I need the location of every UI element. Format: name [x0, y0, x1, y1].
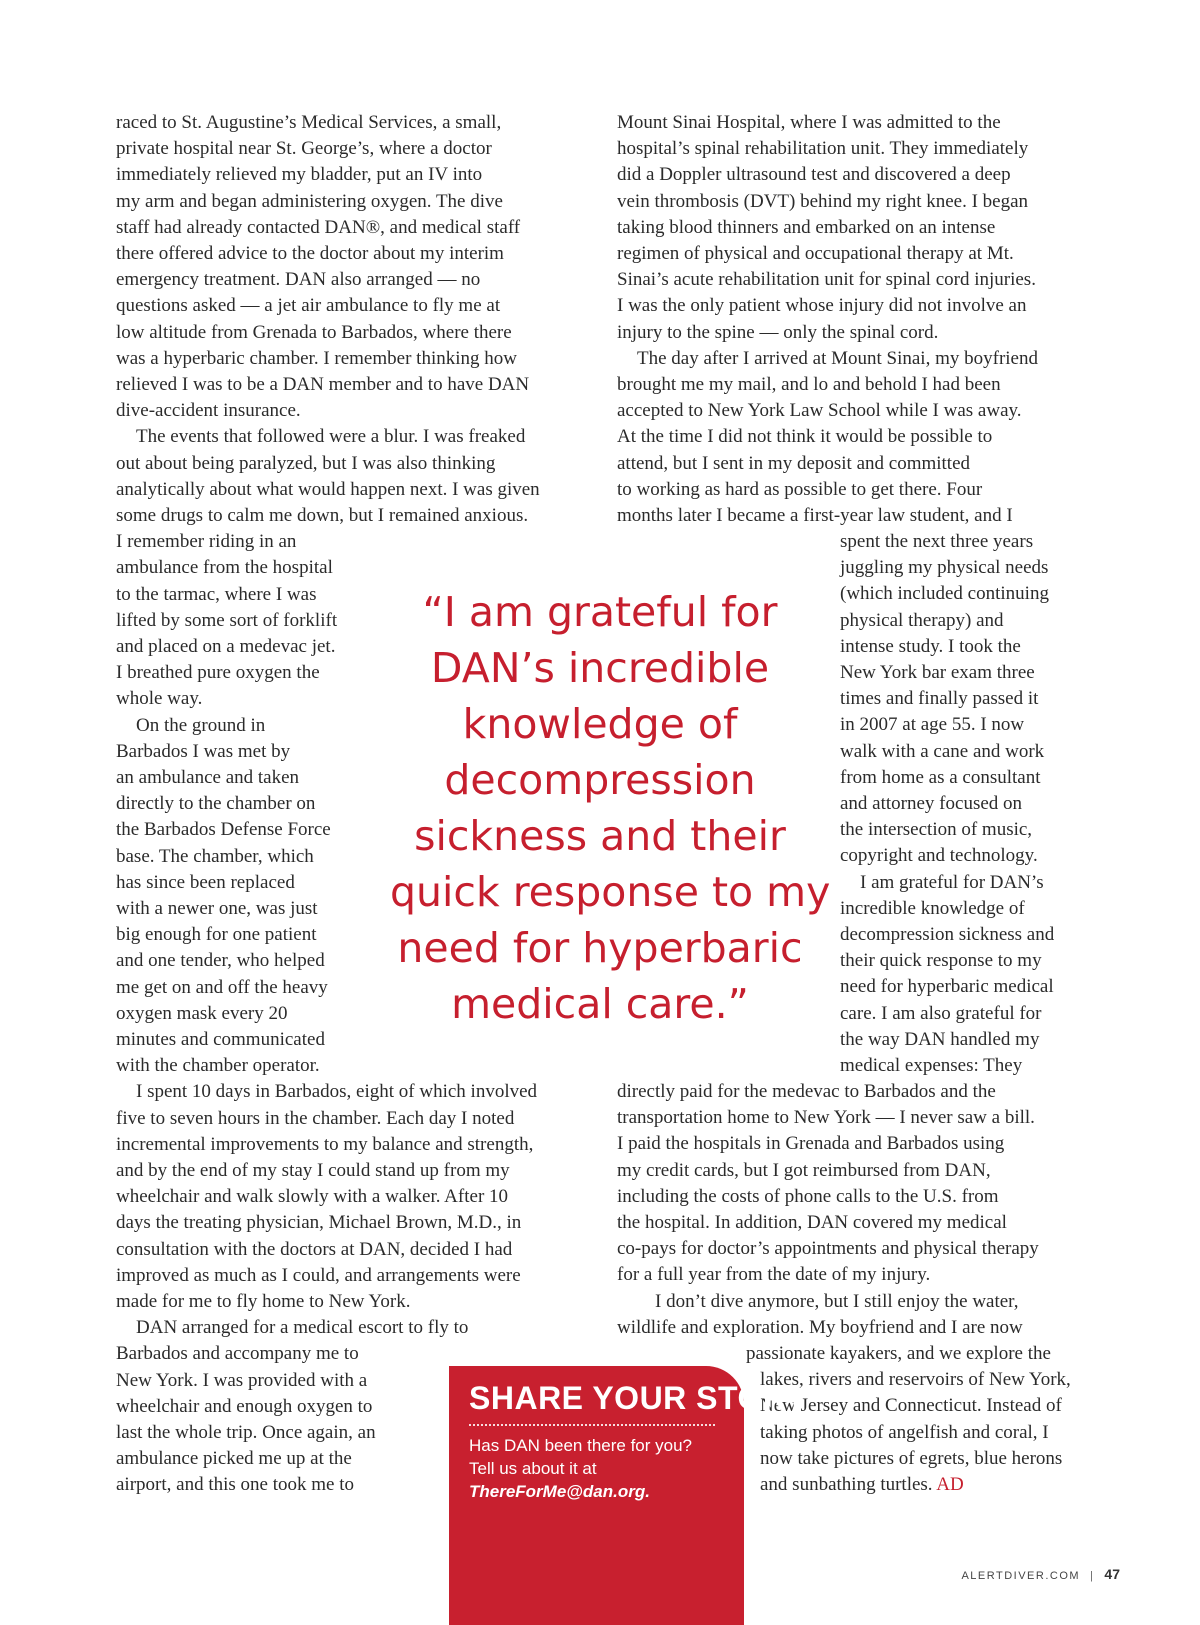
- text-line: out about being paralyzed, but I was also thinking: [116, 452, 496, 474]
- text-line: Barbados I was met by: [116, 740, 291, 762]
- text-line: there offered advice to the doctor about my interim: [116, 243, 504, 264]
- text-line: care. I am also grateful for: [840, 1002, 1042, 1024]
- text-line: and by the end of my stay I could stand up from my: [116, 1160, 510, 1181]
- text-line: the intersection of music,: [840, 819, 1033, 841]
- text-line: made for me to fly home to New York.: [116, 1291, 411, 1312]
- text-line: and one tender, who helped: [116, 950, 325, 972]
- text-line: the way DAN handled my: [840, 1028, 1040, 1050]
- text-line: base. The chamber, which: [116, 845, 314, 867]
- text-line: has since been replaced: [116, 871, 295, 893]
- text-line: I paid the hospitals in Grenada and Barbados using: [617, 1133, 1005, 1155]
- footer-site[interactable]: ALERTDIVER.COM: [961, 1570, 1081, 1582]
- text-line: months later I became a first-year law student, and I: [617, 505, 1013, 526]
- text-line: their quick response to my: [840, 950, 1042, 972]
- text-line: my credit cards, but I got reimbursed from DAN,: [617, 1159, 991, 1181]
- text-line: walk with a cane and work: [840, 740, 1045, 762]
- page-footer: [961, 1566, 1120, 1582]
- text-line: for a full year from the date of my injury.: [617, 1264, 931, 1286]
- text-line: copyright and technology.: [840, 845, 1038, 867]
- end-mark: AD: [932, 1474, 964, 1495]
- text-line: taking blood thinners and embarked on an intense: [617, 216, 996, 238]
- text-line: The events that followed were a blur. I was freaked: [136, 426, 526, 448]
- text-line: spent the next three years: [840, 531, 1034, 552]
- text-line: now take pictures of egrets, blue herons: [760, 1447, 1063, 1469]
- text-line: and attorney focused on: [840, 793, 1023, 814]
- text-line: need for hyperbaric medical: [840, 976, 1054, 998]
- text-line: analytically about what would happen next. I was given: [116, 478, 540, 500]
- text-line: to the tarmac, where I was: [116, 583, 317, 605]
- text-line: transportation home to New York — I never saw a bill.: [617, 1107, 1035, 1129]
- text-line: I breathed pure oxygen the: [116, 662, 320, 684]
- text-line: oxygen mask every 20: [116, 1002, 288, 1024]
- text-line: times and finally passed it: [840, 688, 1039, 710]
- pull-quote-line: DAN’s incredible: [430, 644, 770, 692]
- share-story-email-link[interactable]: ThereForMe@dan.org.: [469, 1482, 650, 1501]
- text-line: I remember riding in an: [116, 531, 297, 553]
- text-line: directly to the chamber on: [116, 793, 316, 815]
- text-line: lifted by some sort of forklift: [116, 609, 338, 631]
- pull-quote: [390, 584, 831, 1032]
- share-story-line1: Has DAN been there for you?: [469, 1436, 693, 1455]
- text-line: did a Doppler ultrasound test and discovered a deep: [617, 164, 1011, 186]
- text-line: airport, and this one took me to: [116, 1474, 354, 1496]
- text-line: New Jersey and Connecticut. Instead of: [760, 1395, 1062, 1417]
- text-line: hospital’s spinal rehabilitation unit. They immediately: [617, 138, 1029, 160]
- text-line: DAN arranged for a medical escort to fly to: [136, 1317, 469, 1339]
- text-line: physical therapy) and: [840, 609, 1004, 631]
- pull-quote-line: need for hyperbaric: [397, 924, 803, 972]
- text-line: consultation with the doctors at DAN, decided I had: [116, 1238, 513, 1260]
- text-line: low altitude from Grenada to Barbados, where there: [116, 321, 512, 343]
- text-line: wildlife and exploration. My boyfriend and I are now: [617, 1316, 1023, 1338]
- text-line: wheelchair and enough oxygen to: [116, 1395, 373, 1417]
- text-line: questions asked — a jet air ambulance to fly me at: [116, 295, 501, 317]
- pull-quote-line: quick response to my: [390, 868, 831, 916]
- text-line: the hospital. In addition, DAN covered my medical: [617, 1212, 1007, 1233]
- text-line: including the costs of phone calls to the U.S. from: [617, 1185, 999, 1207]
- text-line: injury to the spine — only the spinal cord.: [617, 321, 939, 343]
- text-line: days the treating physician, Michael Brown, M.D., in: [116, 1212, 522, 1234]
- text-line: The day after I arrived at Mount Sinai, my boyfriend: [637, 347, 1038, 369]
- text-line: and sunbathing turtles. AD: [760, 1474, 964, 1495]
- text-line: relieved I was to be a DAN member and to have DAN: [116, 374, 530, 395]
- text-line: whole way.: [116, 688, 203, 710]
- text-line: from home as a consultant: [840, 766, 1041, 788]
- text-line: juggling my physical needs: [840, 557, 1049, 579]
- pull-quote-line: knowledge of: [462, 700, 738, 748]
- text-line: immediately relieved my bladder, put an IV into: [116, 164, 483, 186]
- text-line: I spent 10 days in Barbados, eight of which involved: [136, 1081, 538, 1103]
- text-line: ambulance picked me up at the: [116, 1448, 352, 1470]
- pull-quote-line: decompression: [444, 756, 756, 804]
- text-line: me get on and off the heavy: [116, 976, 328, 998]
- text-line: taking photos of angelfish and coral, I: [760, 1421, 1049, 1443]
- text-line: to working as hard as possible to get there. Four: [617, 478, 983, 500]
- text-line: accepted to New York Law School while I was away.: [617, 400, 1022, 422]
- page-number: 47: [1104, 1566, 1120, 1582]
- text-line: I am grateful for DAN’s: [860, 871, 1044, 893]
- text-line: medical expenses: They: [840, 1055, 1023, 1076]
- text-line: big enough for one patient: [116, 924, 317, 946]
- pull-quote-line: medical care.”: [451, 980, 749, 1028]
- text-line: an ambulance and taken: [116, 767, 300, 788]
- text-line: I don’t dive anymore, but I still enjoy the water,: [655, 1290, 1019, 1312]
- text-line: emergency treatment. DAN also arranged — no: [116, 269, 481, 291]
- text-line: in 2007 at age 55. I now: [840, 714, 1025, 736]
- share-your-story-box: [449, 1366, 808, 1625]
- text-line: my arm and began administering oxygen. The dive: [116, 190, 503, 212]
- text-line: improved as much as I could, and arrangements were: [116, 1264, 521, 1286]
- text-line: private hospital near St. George’s, where a doctor: [116, 138, 492, 160]
- share-story-title: SHARE YOUR STORY: [469, 1380, 808, 1416]
- text-line: minutes and communicated: [116, 1029, 325, 1050]
- text-line: with a newer one, was just: [116, 898, 318, 919]
- text-line: directly paid for the medevac to Barbados and the: [617, 1081, 996, 1102]
- text-line: I was the only patient whose injury did not involve an: [617, 295, 1027, 317]
- pull-quote-line: “I am grateful for: [422, 588, 778, 636]
- text-line: lakes, rivers and reservoirs of New York,: [760, 1369, 1071, 1391]
- text-line: staff had already contacted DAN®, and medical staff: [116, 216, 521, 238]
- text-line: At the time I did not think it would be possible to: [617, 426, 993, 448]
- text-line: with the chamber operator.: [116, 1055, 320, 1077]
- pull-quote-line: sickness and their: [414, 812, 786, 860]
- text-line: intense study. I took the: [840, 635, 1021, 657]
- text-line: and placed on a medevac jet.: [116, 636, 336, 657]
- text-line: some drugs to calm me down, but I remained anxious.: [116, 505, 529, 526]
- text-line: vein thrombosis (DVT) behind my right knee. I began: [617, 190, 1029, 212]
- text-line: incredible knowledge of: [840, 897, 1025, 919]
- text-line: Sinai’s acute rehabilitation unit for spinal cord injuries.: [617, 269, 1036, 291]
- text-line: passionate kayakers, and we explore the: [746, 1343, 1051, 1364]
- text-line: co-pays for doctor’s appointments and physical therapy: [617, 1238, 1039, 1260]
- text-line: attend, but I sent in my deposit and committed: [617, 452, 971, 474]
- text-line: decompression sickness and: [840, 924, 1055, 945]
- text-line: New York. I was provided with a: [116, 1369, 368, 1391]
- text-line: dive-accident insurance.: [116, 400, 301, 422]
- text-line: New York bar exam three: [840, 662, 1035, 683]
- text-line: last the whole trip. Once again, an: [116, 1422, 376, 1443]
- text-line: incremental improvements to my balance and strength,: [116, 1133, 534, 1155]
- text-line: Barbados and accompany me to: [116, 1343, 359, 1365]
- share-story-divider: [469, 1424, 715, 1426]
- text-line: regimen of physical and occupational therapy at Mt.: [617, 243, 1014, 264]
- text-line: wheelchair and walk slowly with a walker. After 10: [116, 1186, 509, 1208]
- text-line: the Barbados Defense Force: [116, 819, 331, 841]
- text-line: ambulance from the hospital: [116, 557, 333, 579]
- text-line: Mount Sinai Hospital, where I was admitted to the: [617, 112, 1001, 133]
- text-line: (which included continuing: [840, 583, 1049, 605]
- text-line: five to seven hours in the chamber. Each day I noted: [116, 1107, 515, 1129]
- text-line: raced to St. Augustine’s Medical Services, a small,: [116, 112, 502, 133]
- text-line: On the ground in: [136, 714, 266, 736]
- share-story-line2: Tell us about it at: [469, 1459, 597, 1478]
- text-line: was a hyperbaric chamber. I remember thinking how: [116, 347, 517, 369]
- text-line: brought me my mail, and lo and behold I had been: [617, 374, 1001, 395]
- footer-separator: |: [1090, 1570, 1095, 1582]
